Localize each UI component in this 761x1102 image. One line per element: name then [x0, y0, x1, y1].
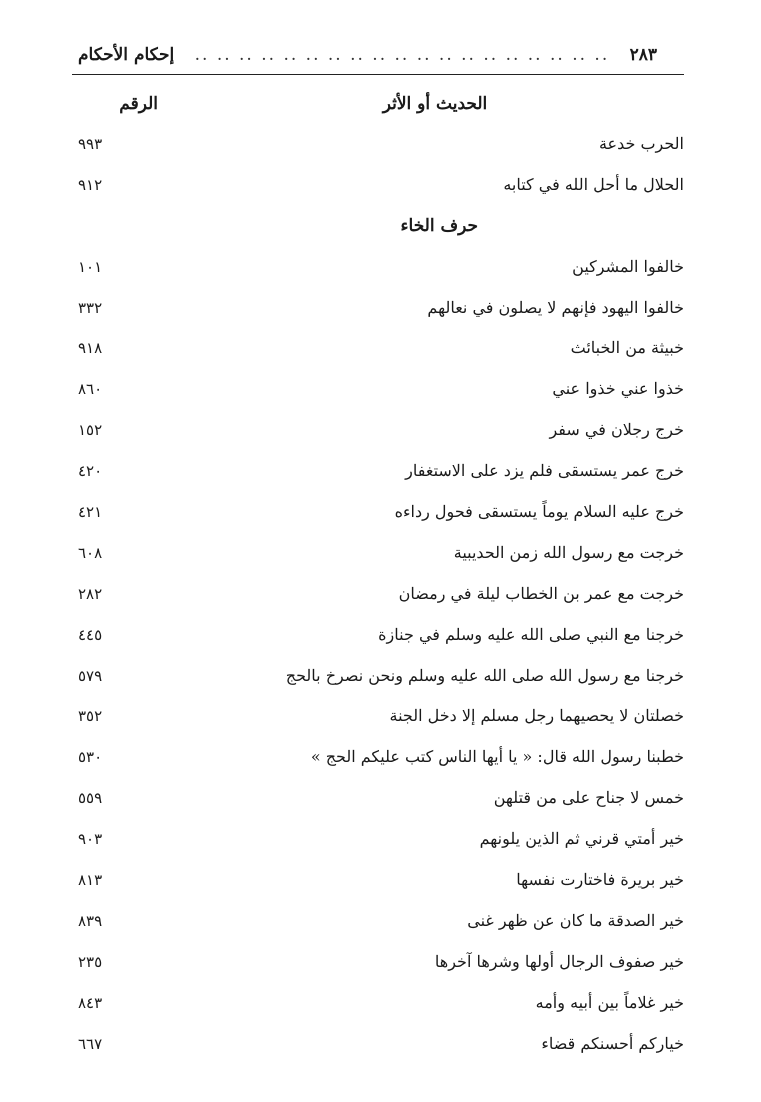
- section-heading-text: حرف الخاء: [400, 215, 478, 236]
- hadith-text: خير الصدقة ما كان عن ظهر غنى: [467, 910, 684, 930]
- hadith-text: خرجت مع عمر بن الخطاب ليلة في رمضان: [398, 583, 684, 603]
- index-list: [78, 124, 684, 1064]
- hadith-number: ١٥٢: [78, 421, 103, 440]
- hadith-text: خالفوا المشركين: [572, 256, 684, 276]
- list-item: [78, 410, 684, 451]
- list-item: [78, 369, 684, 410]
- dot-leader: .. .. .. .. .. .. .. .. .. .. .. .. .. .. .. .. .. .. ..: [194, 45, 610, 65]
- hadith-text: خرجنا مع رسول الله صلى الله عليه وسلم ونحن نصرخ بالحج: [285, 665, 684, 685]
- list-item: [78, 615, 684, 656]
- hadith-number: ٤٢١: [78, 503, 103, 522]
- list-item: [78, 656, 684, 697]
- hadith-text: خبيثة من الخبائث: [570, 338, 684, 358]
- list-item: [78, 737, 684, 778]
- hadith-text: خرجت مع رسول الله زمن الحديبية: [453, 542, 684, 562]
- running-head: [78, 40, 657, 70]
- hadith-number: ٨٤٣: [78, 993, 103, 1012]
- list-item: [78, 247, 684, 288]
- hadith-text: الحلال ما أحل الله في كتابه: [503, 174, 684, 194]
- hadith-number: ٩١٨: [78, 339, 103, 358]
- hadith-text: خير أمتي قرني ثم الذين يلونهم: [479, 829, 684, 849]
- list-item: [78, 983, 684, 1024]
- column-header-number: الرقم: [119, 94, 158, 114]
- hadith-number: ٥٥٩: [78, 789, 103, 808]
- hadith-text: خالفوا اليهود فإنهم لا يصلون في نعالهم: [427, 297, 684, 317]
- hadith-number: ٨٦٠: [78, 380, 103, 399]
- hadith-text: خير صفوف الرجال أولها وشرها آخرها: [434, 951, 684, 971]
- hadith-text: خصلتان لا يحصيهما رجل مسلم إلا دخل الجنة: [389, 706, 684, 726]
- hadith-number: ٩١٢: [78, 175, 103, 194]
- hadith-text: خياركم أحسنكم قضاء: [541, 1033, 684, 1053]
- hadith-number: ٦٦٧: [78, 1034, 103, 1053]
- hadith-text: خمس لا جناح على من قتلهن: [493, 788, 684, 808]
- hadith-number: ٣٣٢: [78, 298, 103, 317]
- list-item: [78, 451, 684, 492]
- list-item: [78, 288, 684, 329]
- list-item: [78, 165, 684, 206]
- hadith-text: خرج رجلان في سفر: [549, 420, 684, 440]
- list-item: [78, 778, 684, 819]
- hadith-number: ٨١٣: [78, 871, 103, 890]
- hadith-number: ٣٥٢: [78, 707, 103, 726]
- hadith-number: ٨٣٩: [78, 911, 103, 930]
- hadith-text: خذوا عني خذوا عني: [552, 379, 684, 399]
- hadith-number: ٩٠٣: [78, 830, 103, 849]
- hadith-text: خرج عليه السلام يوماً يستسقى فحول رداءه: [394, 502, 684, 522]
- hadith-number: ٥٣٠: [78, 748, 103, 767]
- list-item: [78, 696, 684, 737]
- hadith-number: ١٠١: [78, 257, 103, 276]
- list-item: [78, 942, 684, 983]
- list-item: [78, 574, 684, 615]
- hadith-number: ٥٧٩: [78, 666, 103, 685]
- hadith-number: ٢٨٢: [78, 584, 103, 603]
- list-item: [78, 1024, 684, 1065]
- list-item: [78, 533, 684, 574]
- section-heading: [78, 206, 684, 247]
- hadith-text: خطبنا رسول الله قال: « يا أيها الناس كتب عليكم الحج »: [310, 747, 684, 767]
- hadith-number: ٩٩٣: [78, 135, 103, 153]
- list-item: [78, 492, 684, 533]
- hadith-text: خير غلاماً بين أبيه وأمه: [535, 992, 684, 1012]
- hadith-number: ٢٣٥: [78, 952, 103, 971]
- list-item: [78, 819, 684, 860]
- list-item: [78, 860, 684, 901]
- hadith-number: ٤٢٠: [78, 462, 103, 481]
- column-header-hadith: الحديث أو الأثر: [382, 94, 488, 114]
- hadith-text: خير بريرة فاختارت نفسها: [516, 870, 684, 890]
- hadith-number: ٦٠٨: [78, 543, 103, 562]
- page-number: ٢٨٣: [629, 45, 657, 65]
- hadith-text: خرجنا مع النبي صلى الله عليه وسلم في جنازة: [378, 624, 684, 644]
- hadith-text: الحرب خدعة: [598, 134, 684, 153]
- book-title: إحكام الأحكام: [78, 45, 175, 65]
- header-rule: [72, 74, 684, 75]
- list-item: [78, 124, 684, 165]
- hadith-number: ٤٤٥: [78, 625, 103, 644]
- list-item: [78, 901, 684, 942]
- hadith-text: خرج عمر يستسقى فلم يزد على الاستغفار: [405, 461, 684, 481]
- list-item: [78, 328, 684, 369]
